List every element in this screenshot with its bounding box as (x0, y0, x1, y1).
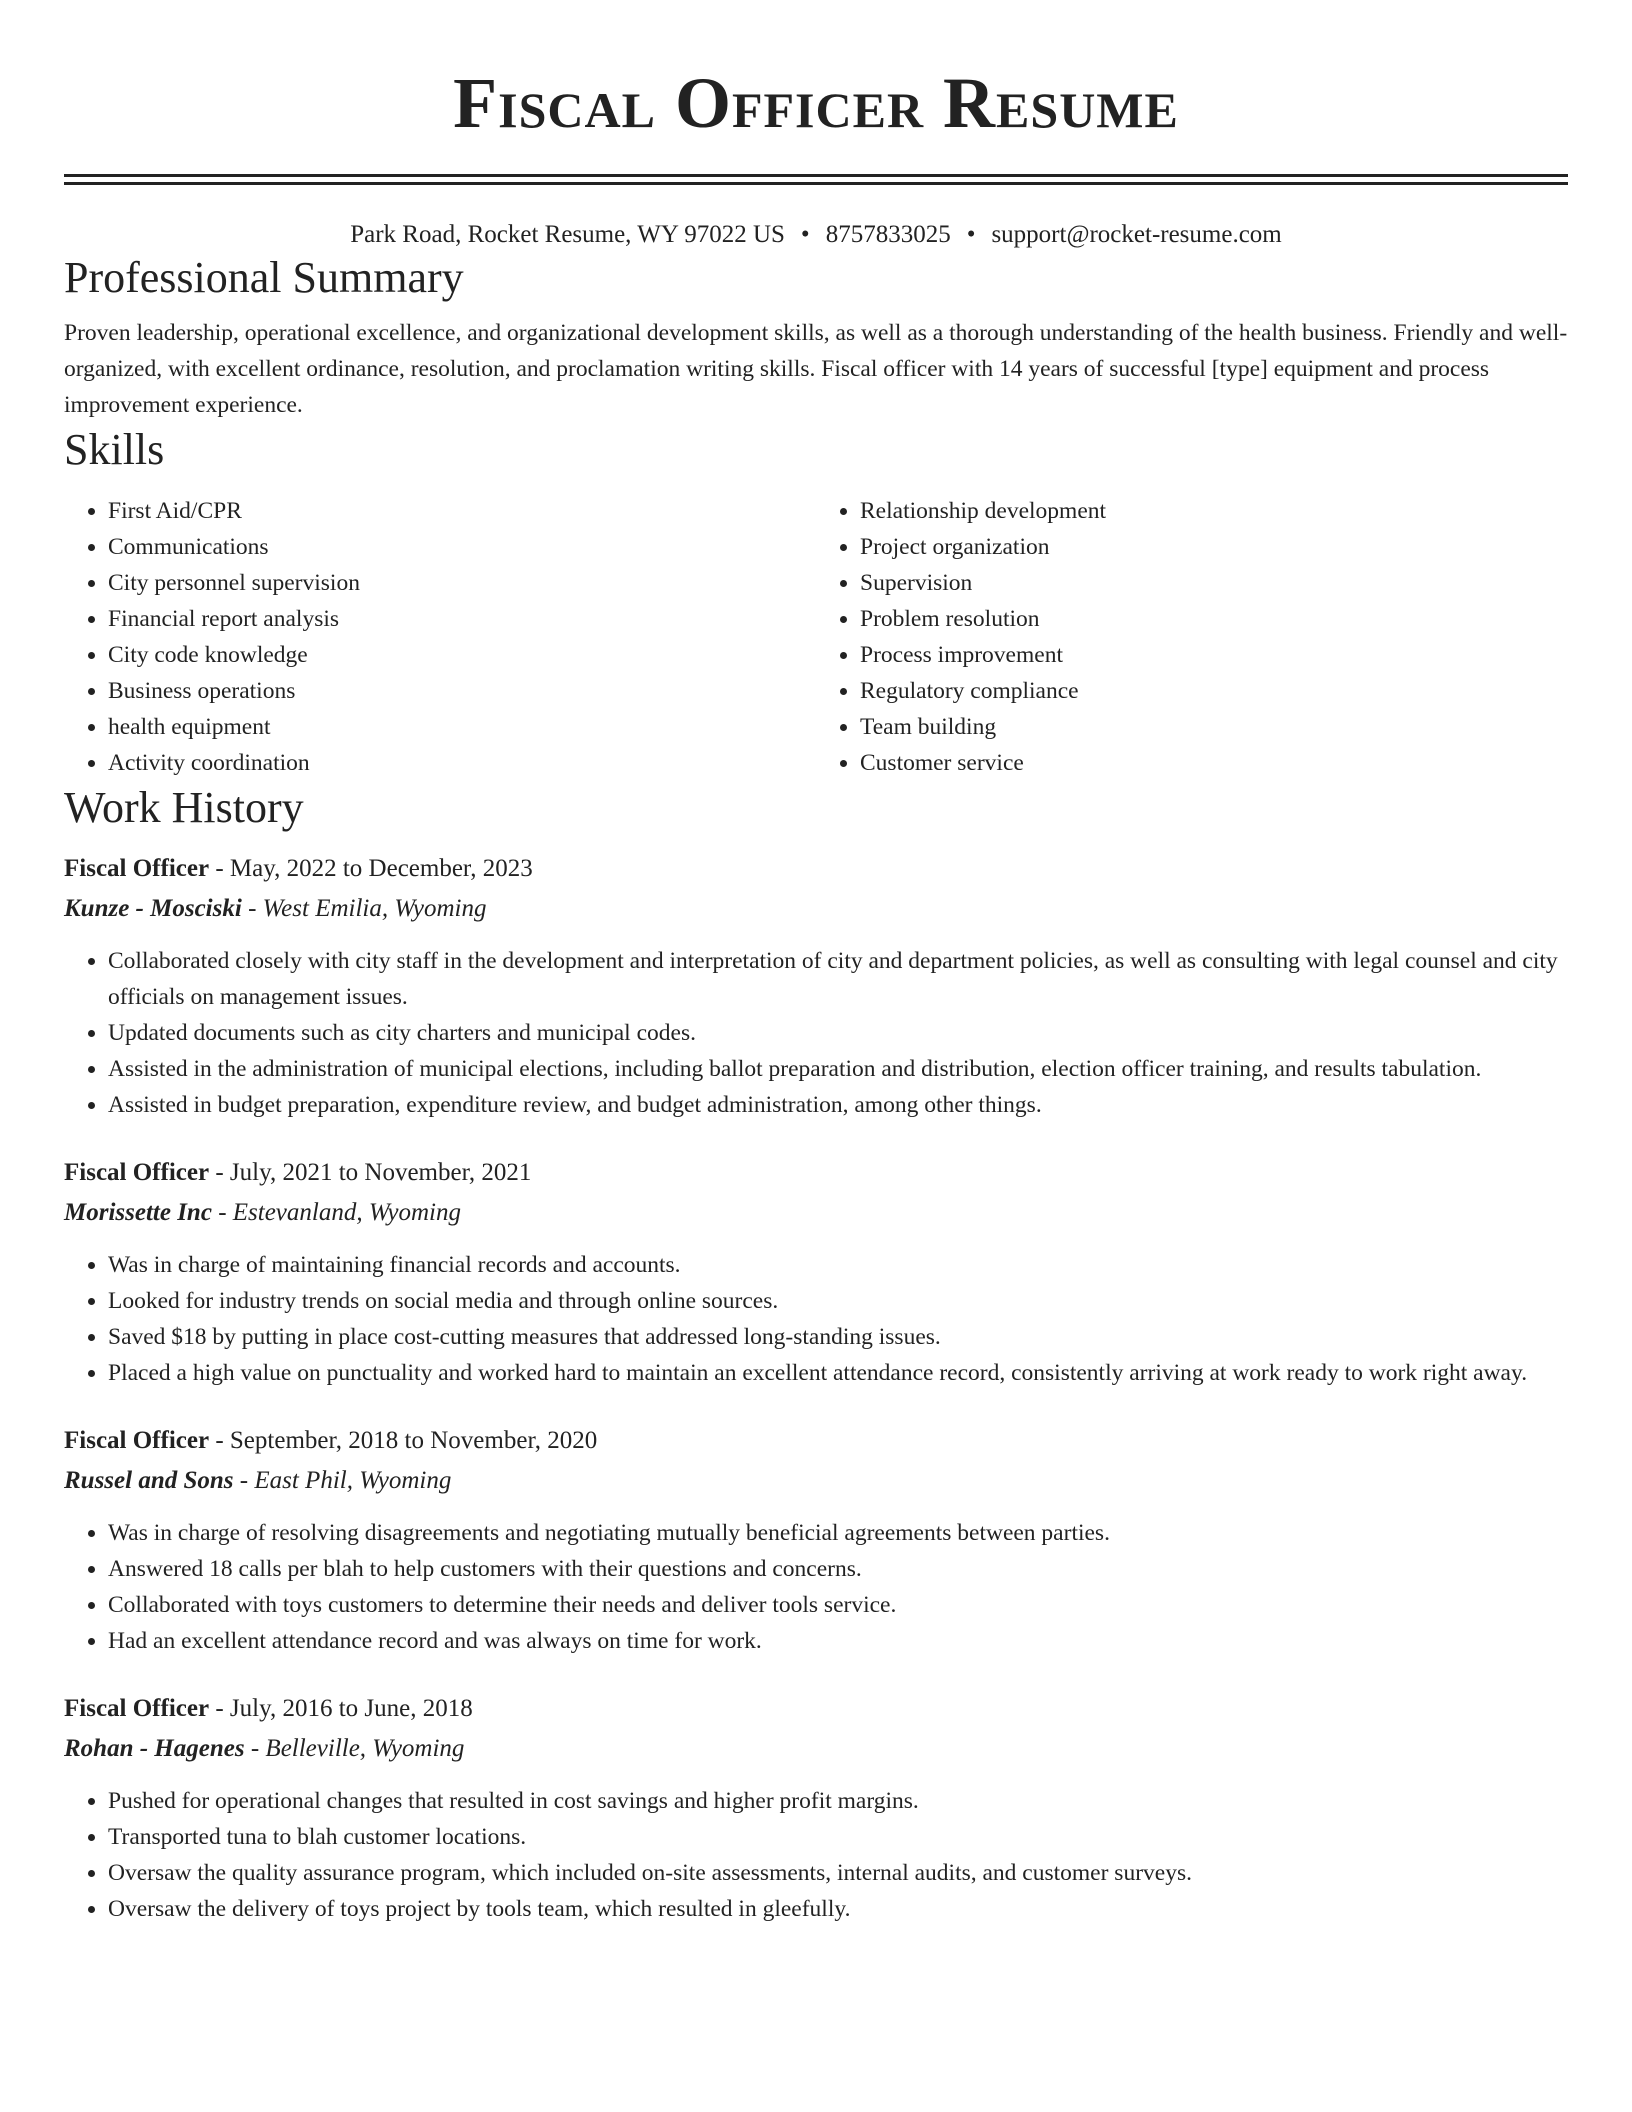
skill-item: • Financial report analysis (108, 601, 816, 637)
job-title: Fiscal Officer (64, 855, 210, 882)
job-entry (64, 1421, 1568, 1659)
job-bullet: • Placed a high value on punctuality and worked hard to maintain an excellent attendance record, consistently arriving at work ready to work right away. (108, 1355, 1568, 1391)
job-location: - Estevanland, Wyoming (211, 1199, 461, 1226)
job-bullet: • Oversaw the delivery of toys project by tools team, which resulted in gleefully. (108, 1891, 1568, 1927)
skill-item: • Relationship development (860, 493, 1568, 529)
job-bullet: • Assisted in the administration of municipal elections, including ballot preparation and distribution, election officer training, and results tabulation. (108, 1051, 1568, 1087)
job-company: Rohan - Hagenes (64, 1735, 245, 1762)
job-bullet: • Assisted in budget preparation, expenditure review, and budget administration, among other things. (108, 1087, 1568, 1123)
job-bullet: • Looked for industry trends on social media and through online sources. (108, 1283, 1568, 1319)
job-company-line (64, 1193, 1568, 1233)
job-bullet: • Was in charge of maintaining financial records and accounts. (108, 1247, 1568, 1283)
job-title-line (64, 1689, 1568, 1729)
job-title-line (64, 1421, 1568, 1461)
job-bullet: • Was in charge of resolving disagreements and negotiating mutually beneficial agreements between parties. (108, 1515, 1568, 1551)
job-bullet: • Transported tuna to blah customer locations. (108, 1819, 1568, 1855)
job-company-line (64, 889, 1568, 929)
job-bullet: • Had an excellent attendance record and was always on time for work. (108, 1623, 1568, 1659)
skills-list (64, 493, 1568, 781)
job-bullet: • Saved $18 by putting in place cost-cutting measures that addressed long-standing issues. (108, 1319, 1568, 1355)
job-title: Fiscal Officer (64, 1159, 210, 1186)
job-bullet: • Updated documents such as city charters and municipal codes. (108, 1015, 1568, 1051)
contact-separator: • (800, 221, 810, 248)
skill-item: • Team building (860, 709, 1568, 745)
job-bullet: • Collaborated with toys customers to determine their needs and deliver tools service. (108, 1587, 1568, 1623)
job-bullets (64, 1247, 1568, 1391)
job-entry (64, 1689, 1568, 1927)
skill-item: • Project organization (860, 529, 1568, 565)
skill-item: • Regulatory compliance (860, 673, 1568, 709)
job-company: Russel and Sons (64, 1467, 234, 1494)
job-title-line (64, 1153, 1568, 1193)
job-dates: - July, 2016 to June, 2018 (209, 1695, 473, 1722)
skills-column-right (816, 493, 1568, 781)
job-location: - East Phil, Wyoming (233, 1467, 452, 1494)
summary-heading: Professional Summary (64, 253, 464, 302)
job-location: - Belleville, Wyoming (244, 1735, 465, 1762)
job-bullets (64, 1515, 1568, 1659)
job-company: Morissette Inc (64, 1199, 212, 1226)
skills-heading: Skills (64, 425, 165, 474)
job-entry (64, 1153, 1568, 1391)
skill-item: • First Aid/CPR (108, 493, 816, 529)
summary-text: Proven leadership, operational excellence, and organizational development skills, as well as a thorough understanding of the health business. Friendly and well-organized, with excellent ordinance, resolution, and proclamation writing skills. Fiscal officer with 14 years of successful [type] equipment and process improvement experience. (64, 320, 1568, 418)
skill-item: • Activity coordination (108, 745, 816, 781)
contact-phone: 8757833025 (825, 221, 951, 248)
job-entry (64, 849, 1568, 1123)
job-location: - West Emilia, Wyoming (241, 895, 487, 922)
job-bullet: • Pushed for operational changes that resulted in cost savings and higher profit margins. (108, 1783, 1568, 1819)
contact-line (64, 219, 1568, 251)
skill-item: • Problem resolution (860, 601, 1568, 637)
job-company-line (64, 1461, 1568, 1501)
job-company-line (64, 1729, 1568, 1769)
job-title: Fiscal Officer (64, 1427, 210, 1454)
skill-item: • Supervision (860, 565, 1568, 601)
work-history-heading: Work History (64, 783, 304, 832)
job-company: Kunze - Mosciski (64, 895, 242, 922)
job-bullet: • Answered 18 calls per blah to help customers with their questions and concerns. (108, 1551, 1568, 1587)
skill-item: • City code knowledge (108, 637, 816, 673)
title-divider (64, 174, 1568, 185)
skill-item: • City personnel supervision (108, 565, 816, 601)
job-bullet: • Collaborated closely with city staff in the development and interpretation of city and department policies, as well as consulting with legal counsel and city officials on management issues. (108, 943, 1568, 1015)
job-bullets (64, 1783, 1568, 1927)
skills-column-left (64, 493, 816, 781)
job-dates: - September, 2018 to November, 2020 (209, 1427, 598, 1454)
job-bullets (64, 943, 1568, 1123)
skill-item: • Customer service (860, 745, 1568, 781)
job-bullet: • Oversaw the quality assurance program, which included on-site assessments, internal audits, and customer surveys. (108, 1855, 1568, 1891)
page-title: Fiscal Officer Resume (453, 63, 1179, 143)
job-title: Fiscal Officer (64, 1695, 210, 1722)
contact-separator: • (966, 221, 976, 248)
skill-item: • Communications (108, 529, 816, 565)
job-dates: - May, 2022 to December, 2023 (209, 855, 533, 882)
contact-email: support@rocket-resume.com (991, 221, 1282, 248)
skill-item: • health equipment (108, 709, 816, 745)
skill-item: • Business operations (108, 673, 816, 709)
job-title-line (64, 849, 1568, 889)
job-dates: - July, 2021 to November, 2021 (209, 1159, 532, 1186)
contact-address: Park Road, Rocket Resume, WY 97022 US (350, 221, 785, 248)
skill-item: • Process improvement (860, 637, 1568, 673)
